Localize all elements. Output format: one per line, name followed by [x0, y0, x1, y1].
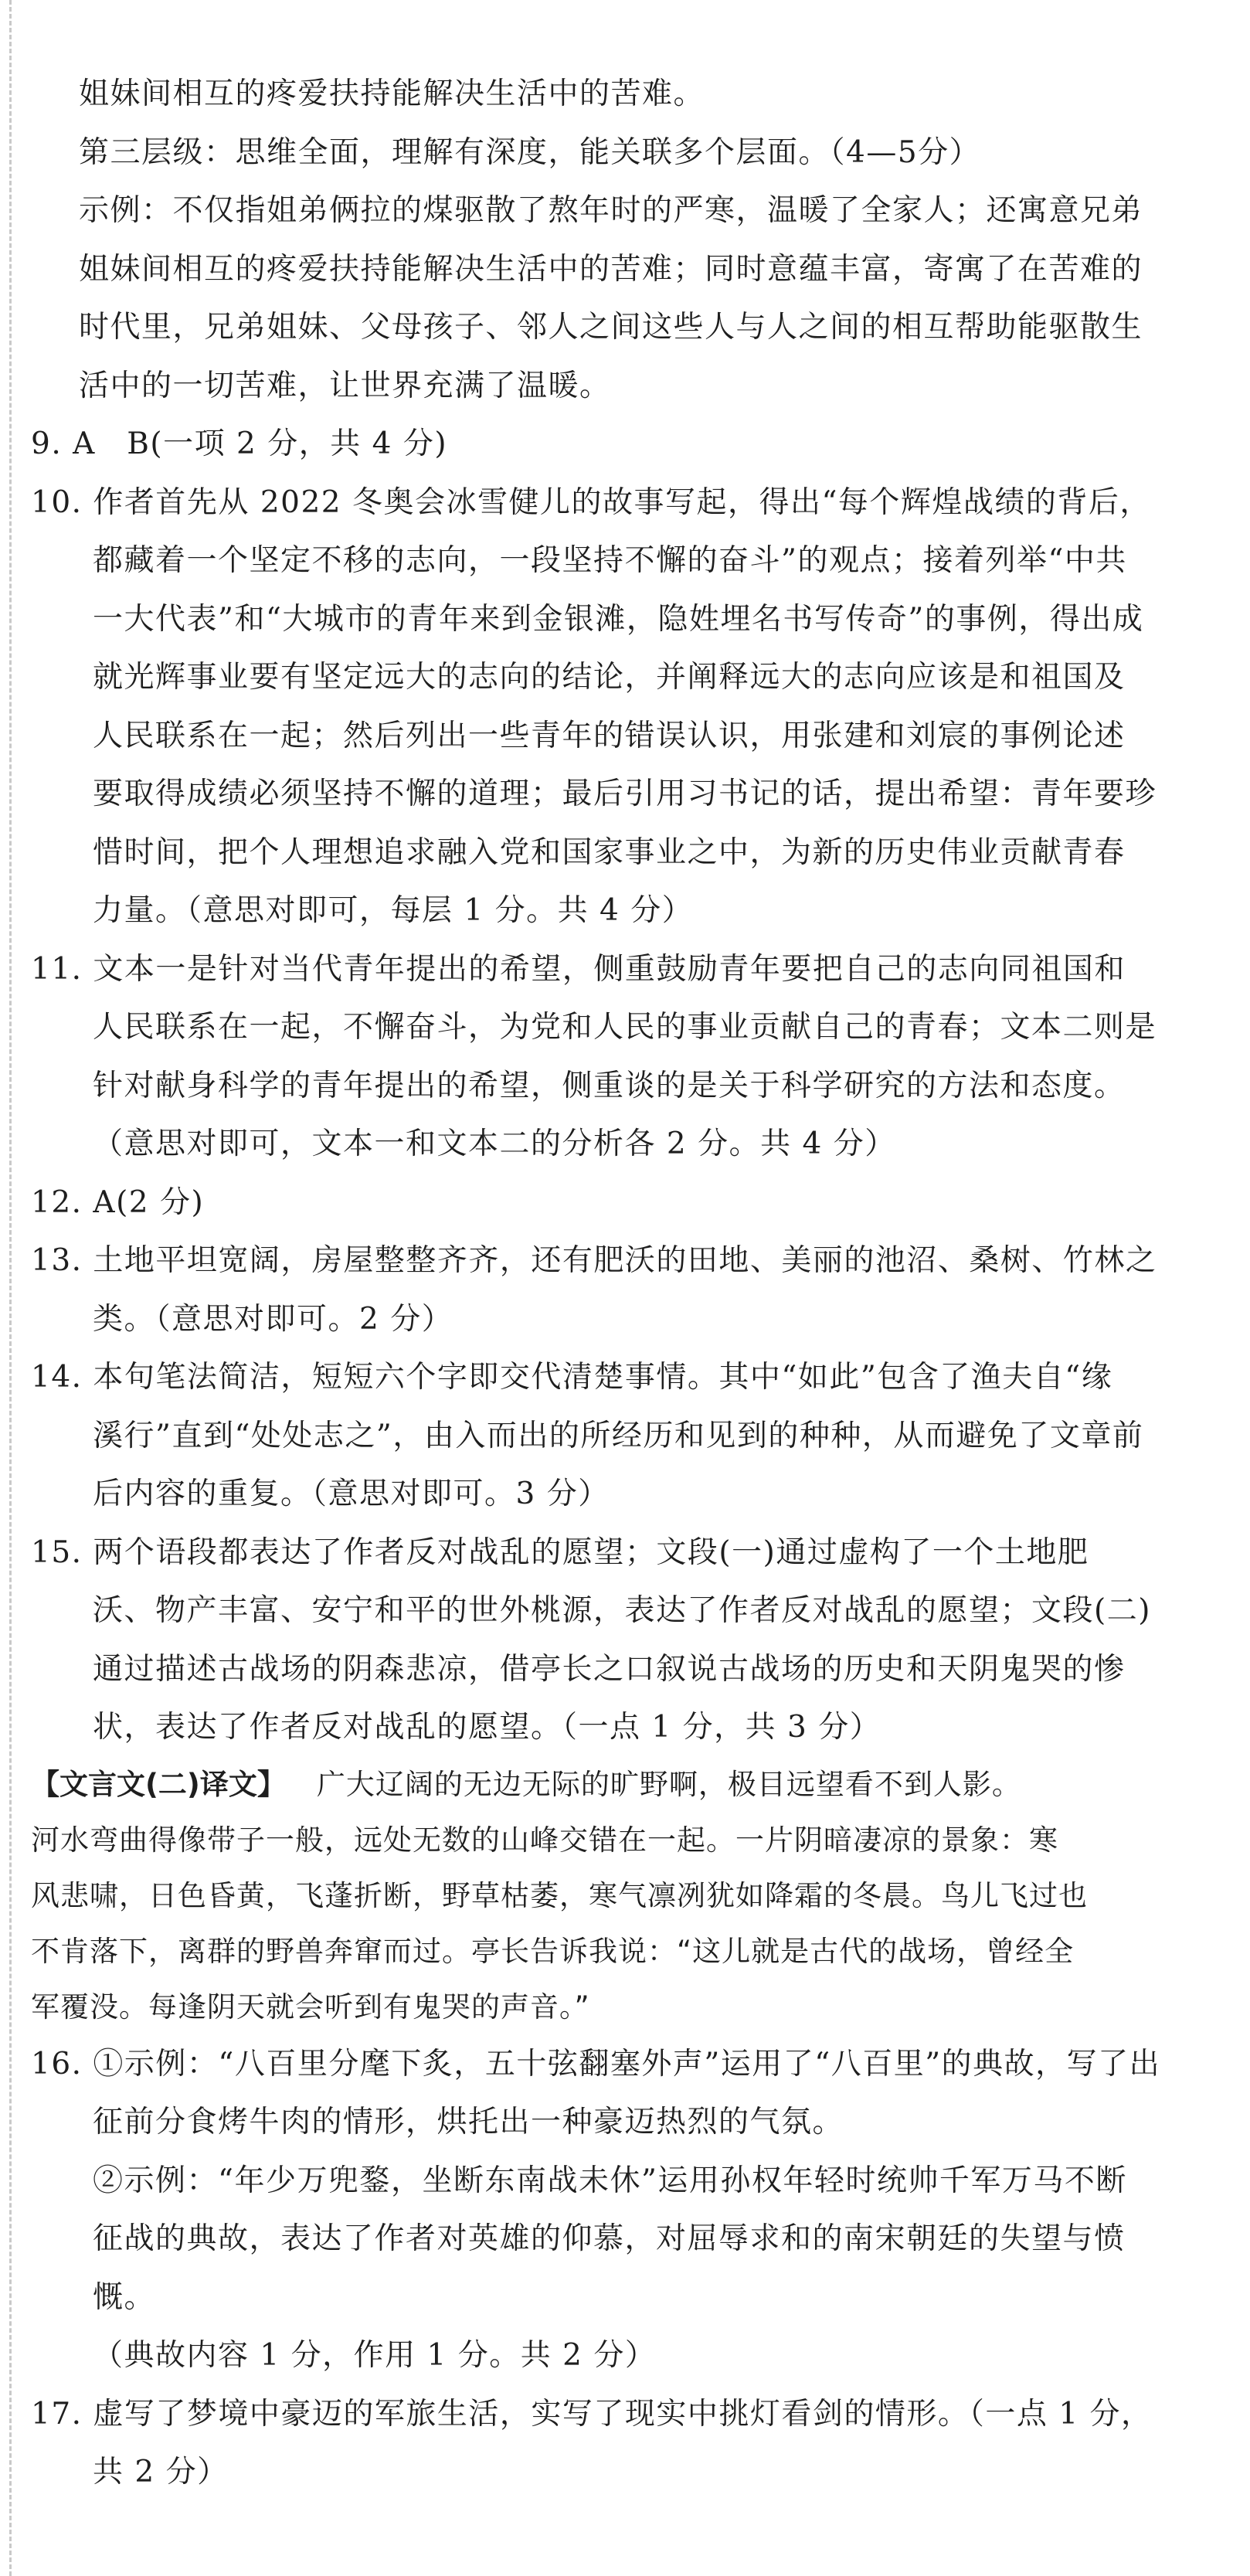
answer-line: 征前分食烤牛肉的情形，烘托出一种豪迈热烈的气氛。 [93, 2105, 844, 2139]
translation-line: 广大辽阔的无边无际的旷野啊，极目远望看不到人影。 [316, 1767, 1021, 1801]
answer-line: 类。（意思对即可。2 分） [93, 1301, 453, 1337]
answer-line: 16. ①示例：“八百里分麾下炙，五十弦翻塞外声”运用了“八百里”的典故，写了出 [31, 2046, 1161, 2082]
answer-line: 人民联系在一起；然后列出一些青年的错误认识，用张建和刘宸的事例论述 [93, 718, 1126, 753]
answer-line: ②示例：“年少万兜鍪，坐断东南战未休”运用孙权年轻时统帅千军万马不断 [93, 2163, 1127, 2198]
answer-line: 13. 土地平坦宽阔，房屋整整齐齐，还有肥沃的田地、美丽的池沼、桑树、竹林之 [31, 1243, 1157, 1278]
answer-line: 就光辉事业要有坚定远大的志向的结论，并阐释远大的志向应该是和祖国及 [93, 660, 1126, 695]
answer-line: 11. 文本一是针对当代青年提出的希望，侧重鼓励青年要把自己的志向同祖国和 [31, 951, 1126, 987]
answer-line: 示例：不仅指姐弟俩拉的煤驱散了熬年时的严寒，温暖了全家人；还寓意兄弟 [79, 193, 1143, 228]
answer-line: 针对献身科学的青年提出的希望，侧重谈的是关于科学研究的方法和态度。 [93, 1068, 1126, 1103]
answer-block-bottom [31, 2035, 1221, 2502]
translation-line: 河水弯曲得像带子一般，远处无数的山峰交错在一起。一片阴暗凄凉的景象：寒 [31, 1823, 1058, 1857]
answer-line: 通过描述古战场的阴森悲凉，借亭长之口叙说古战场的历史和天阴鬼哭的惨 [93, 1651, 1126, 1687]
answer-block-top [31, 65, 1221, 1757]
answer-page [31, 65, 1221, 2502]
answer-line: 14. 本句笔法简洁，短短六个字即交代清楚事情。其中“如此”包含了渔夫自“缘 [31, 1360, 1113, 1395]
translation-line: 不肯落下，离群的野兽奔窜而过。亭长告诉我说：“这儿就是古代的战场，曾经全 [31, 1934, 1075, 1968]
answer-line: 人民联系在一起，不懈奋斗，为党和人民的事业贡献自己的青春；文本二则是 [93, 1010, 1157, 1045]
answer-line: （意思对即可，文本一和文本二的分析各 2 分。共 4 分） [93, 1127, 896, 1161]
translation-heading: 【文言文(二)译文】 [31, 1767, 286, 1801]
answer-line: （典故内容 1 分，作用 1 分。共 2 分） [93, 2338, 657, 2373]
binding-margin-line [9, 0, 12, 2576]
answer-line: 时代里，兄弟姐妹、父母孩子、邻人之间这些人与人之间的相互帮助能驱散生 [79, 310, 1143, 345]
translation-line: 军覆没。每逢阴天就会听到有鬼哭的声音。” [31, 1990, 590, 2024]
answer-line: 后内容的重复。（意思对即可。3 分） [93, 1477, 610, 1511]
answer-line: 状，表达了作者反对战乱的愿望。（一点 1 分，共 3 分） [93, 1710, 881, 1745]
answer-line: 12. A(2 分) [31, 1184, 205, 1220]
answer-line: 都藏着一个坚定不移的志向，一段坚持不懈的奋斗”的观点；接着列举“中共 [93, 543, 1127, 578]
answer-line: 姐妹间相互的疼爱扶持能解决生活中的苦难；同时意蕴丰富，寄寓了在苦难的 [79, 251, 1143, 287]
translation-line: 风悲啸，日色昏黄，飞蓬折断，野草枯萎，寒气凛冽犹如降霜的冬晨。鸟儿飞过也 [31, 1878, 1088, 1912]
answer-line: 17. 虚写了梦境中豪迈的军旅生活，实写了现实中挑灯看剑的情形。（一点 1 分， [31, 2396, 1153, 2432]
answer-line: 惜时间，把个人理想追求融入党和国家事业之中，为新的历史伟业贡献青春 [93, 834, 1126, 870]
answer-line: 活中的一切苦难，让世界充满了温暖。 [79, 368, 611, 403]
answer-line: 15. 两个语段都表达了作者反对战乱的愿望；文段(一)通过虚构了一个土地肥 [31, 1534, 1089, 1570]
translation-heading-line [31, 1757, 1221, 1813]
answer-line: 力量。（意思对即可，每层 1 分。共 4 分） [93, 893, 694, 928]
answer-line: 第三层级：思维全面，理解有深度，能关联多个层面。（4—5分） [79, 134, 981, 170]
answer-line: 10. 作者首先从 2022 冬奥会冰雪健儿的故事写起，得出“每个辉煌战绩的背后， [31, 484, 1151, 520]
answer-line: 溪行”直到“处处志之”，由入而出的所经历和见到的种种，从而避免了文章前 [93, 1418, 1144, 1453]
answer-line: 沃、物产丰富、安宁和平的世外桃源，表达了作者反对战乱的愿望；文段(二) [93, 1593, 1151, 1628]
answer-line: 姐妹间相互的疼爱扶持能解决生活中的苦难。 [79, 76, 705, 111]
answer-line: 慨。 [93, 2279, 156, 2315]
answer-line: 共 2 分） [93, 2455, 229, 2489]
answer-line: 一大代表”和“大城市的青年来到金银滩，隐姓埋名书写传奇”的事例，得出成 [93, 601, 1144, 637]
answer-line: 要取得成绩必须坚持不懈的道理；最后引用习书记的话，提出希望：青年要珍 [93, 777, 1157, 811]
answer-line: 9. A B(一项 2 分，共 4 分) [31, 427, 448, 461]
answer-line: 征战的典故，表达了作者对英雄的仰慕，对屈辱求和的南宋朝廷的失望与愤 [93, 2221, 1126, 2256]
